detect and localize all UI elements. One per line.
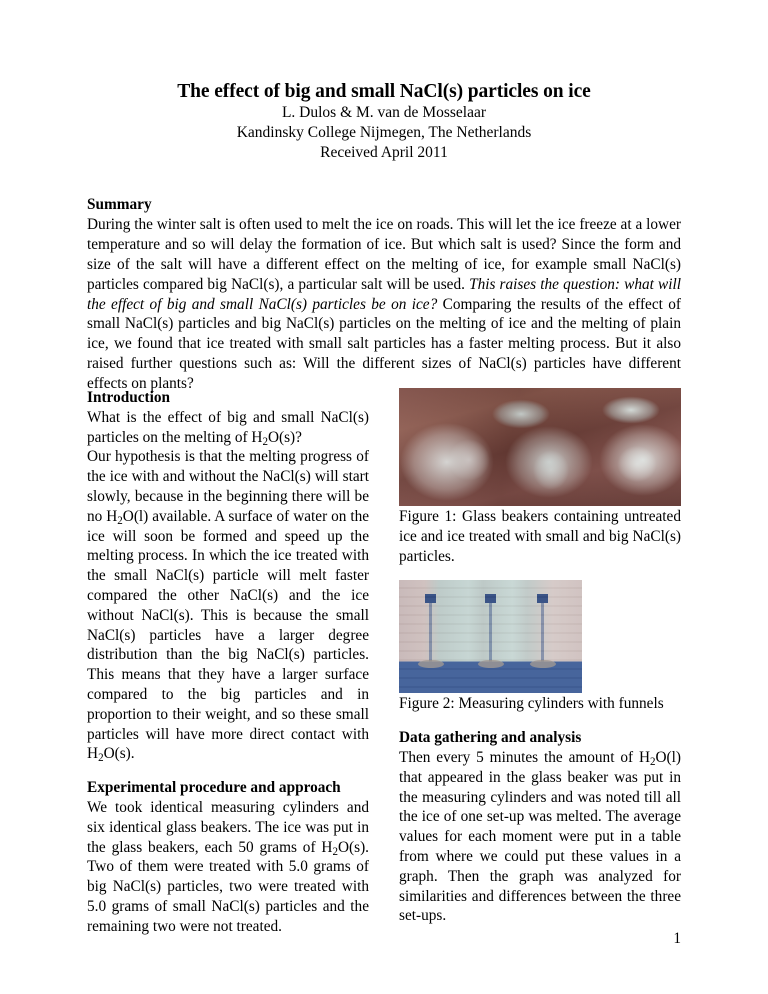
figure-spacer [399, 566, 681, 580]
two-column-body [87, 388, 681, 937]
summary-text-part2: Comparing the results of the effect of small NaCl(s) particles and big NaCl(s) particles on the melting of ice and the melting of plain ice, we found that ice treated with small salt particles has a faster melting process. But it also raised further questions such as: Will the different sizes of NaCl(s) particles have different effects on plants? [87, 295, 681, 392]
cylinder-1 [429, 598, 432, 662]
experimental-heading: Experimental procedure and approach [87, 779, 341, 797]
cylinder-3 [541, 598, 544, 662]
experimental-section [87, 778, 369, 936]
introduction-section [87, 388, 369, 764]
hypothesis-part-c: O(s). [103, 745, 135, 763]
cylinder-2 [489, 598, 492, 662]
data-gathering-part-a: Then every 5 minutes the amount of H [399, 749, 650, 767]
experimental-part-b: O(s). Two of them were treated with 5.0 grams of big NaCl(s) particles, two were treated with 5.0 grams of small NaCl(s) particles and the remaining two were not treated. [87, 838, 369, 935]
intro-question-pre: What is the effect of big and small NaCl(s) particles on the melting of H [87, 408, 369, 446]
data-gathering-paragraph [399, 748, 681, 926]
introduction-question [87, 408, 369, 448]
hypothesis-part-a: Our hypothesis is that the melting progress of the ice with and without the NaCl(s) will start slowly, because in the beginning there will be no H [87, 448, 369, 525]
intro-question-subscript: 2 [262, 435, 268, 448]
data-gathering-part-b: O(l) that appeared in the glass beaker was put in the measuring cylinders and was noted till all the ice of one set-up was melted. The average values for each moment were put in a table from where we could put these values in a graph. Then the graph was analyzed for similarities and differences between the three set-ups. [399, 749, 681, 925]
intro-question-post: O(s)? [267, 428, 302, 446]
hypothesis-part-b: O(l) available. A surface of water on the ice will soon be formed and speed up the melting process. In which the ice treated with the small NaCl(s) particle will melt faster compared the other NaCl(s) and the ice without NaCl(s). This is because the small NaCl(s) particles have a larger degree distribution than the big NaCl(s) particles. This means that they have a larger surface compared to the big particles and in proportion to their weight, and so these small particles will have more direct contact with H [87, 507, 370, 763]
title-block [87, 0, 681, 162]
figure-2-caption: Figure 2: Measuring cylinders with funnels [399, 695, 664, 713]
summary-text-part1: During the winter salt is often used to melt the ice on roads. This will let the ice freeze at a lower temperature and so will delay the formation of ice. But which salt is used? Since the form and size of the salt will have a different effect on the melting of ice, for example small NaCl(s) particles compared big NaCl(s), a particular salt will be used. [87, 216, 681, 293]
summary-paragraph [87, 215, 681, 393]
data-gathering-section [399, 728, 681, 926]
right-column [399, 388, 681, 937]
experimental-part-a: We took identical measuring cylinders and six identical glass beakers. The ice was put in the glass beakers, each 50 grams of H [87, 799, 369, 856]
figure-1-caption: Figure 1: Glass beakers containing untreated ice and ice treated with small and big NaCl(s) particles. [399, 508, 681, 565]
summary-research-question: This raises the question: what will the effect of big and small NaCl(s) particles be on ice? [87, 275, 681, 313]
hypothesis-subscript-a: 2 [117, 514, 123, 527]
data-gathering-heading: Data gathering and analysis [399, 729, 582, 747]
column-spacer [87, 764, 369, 778]
data-gathering-subscript: 2 [650, 756, 656, 769]
affiliation-line: Kandinsky College Nijmegen, The Netherlands [236, 123, 532, 141]
measuring-cylinders-photo [399, 580, 582, 693]
section-spacer [399, 714, 681, 728]
introduction-heading: Introduction [87, 389, 171, 406]
experimental-subscript: 2 [332, 845, 338, 858]
cylinder-base-2 [478, 660, 504, 668]
page-title: The effect of big and small NaCl(s) particles on ice [177, 81, 591, 102]
page-number: 1 [673, 930, 681, 947]
left-column [87, 388, 369, 937]
introduction-hypothesis [87, 447, 369, 764]
funnel-3 [537, 594, 548, 603]
summary-heading: Summary [87, 196, 152, 214]
cylinder-base-1 [418, 660, 444, 668]
received-date: Received April 2011 [320, 143, 448, 161]
experimental-paragraph [87, 798, 369, 937]
funnel-1 [425, 594, 436, 603]
funnel-2 [485, 594, 496, 603]
authors-line: L. Dulos & M. van de Mosselaar [281, 104, 487, 121]
figure-1 [399, 388, 681, 566]
figure-2 [399, 580, 681, 714]
glass-beakers-photo [399, 388, 681, 506]
cylinder-base-3 [530, 660, 556, 668]
document-page [87, 0, 681, 994]
hypothesis-subscript-b: 2 [98, 752, 104, 765]
summary-section [87, 195, 681, 393]
